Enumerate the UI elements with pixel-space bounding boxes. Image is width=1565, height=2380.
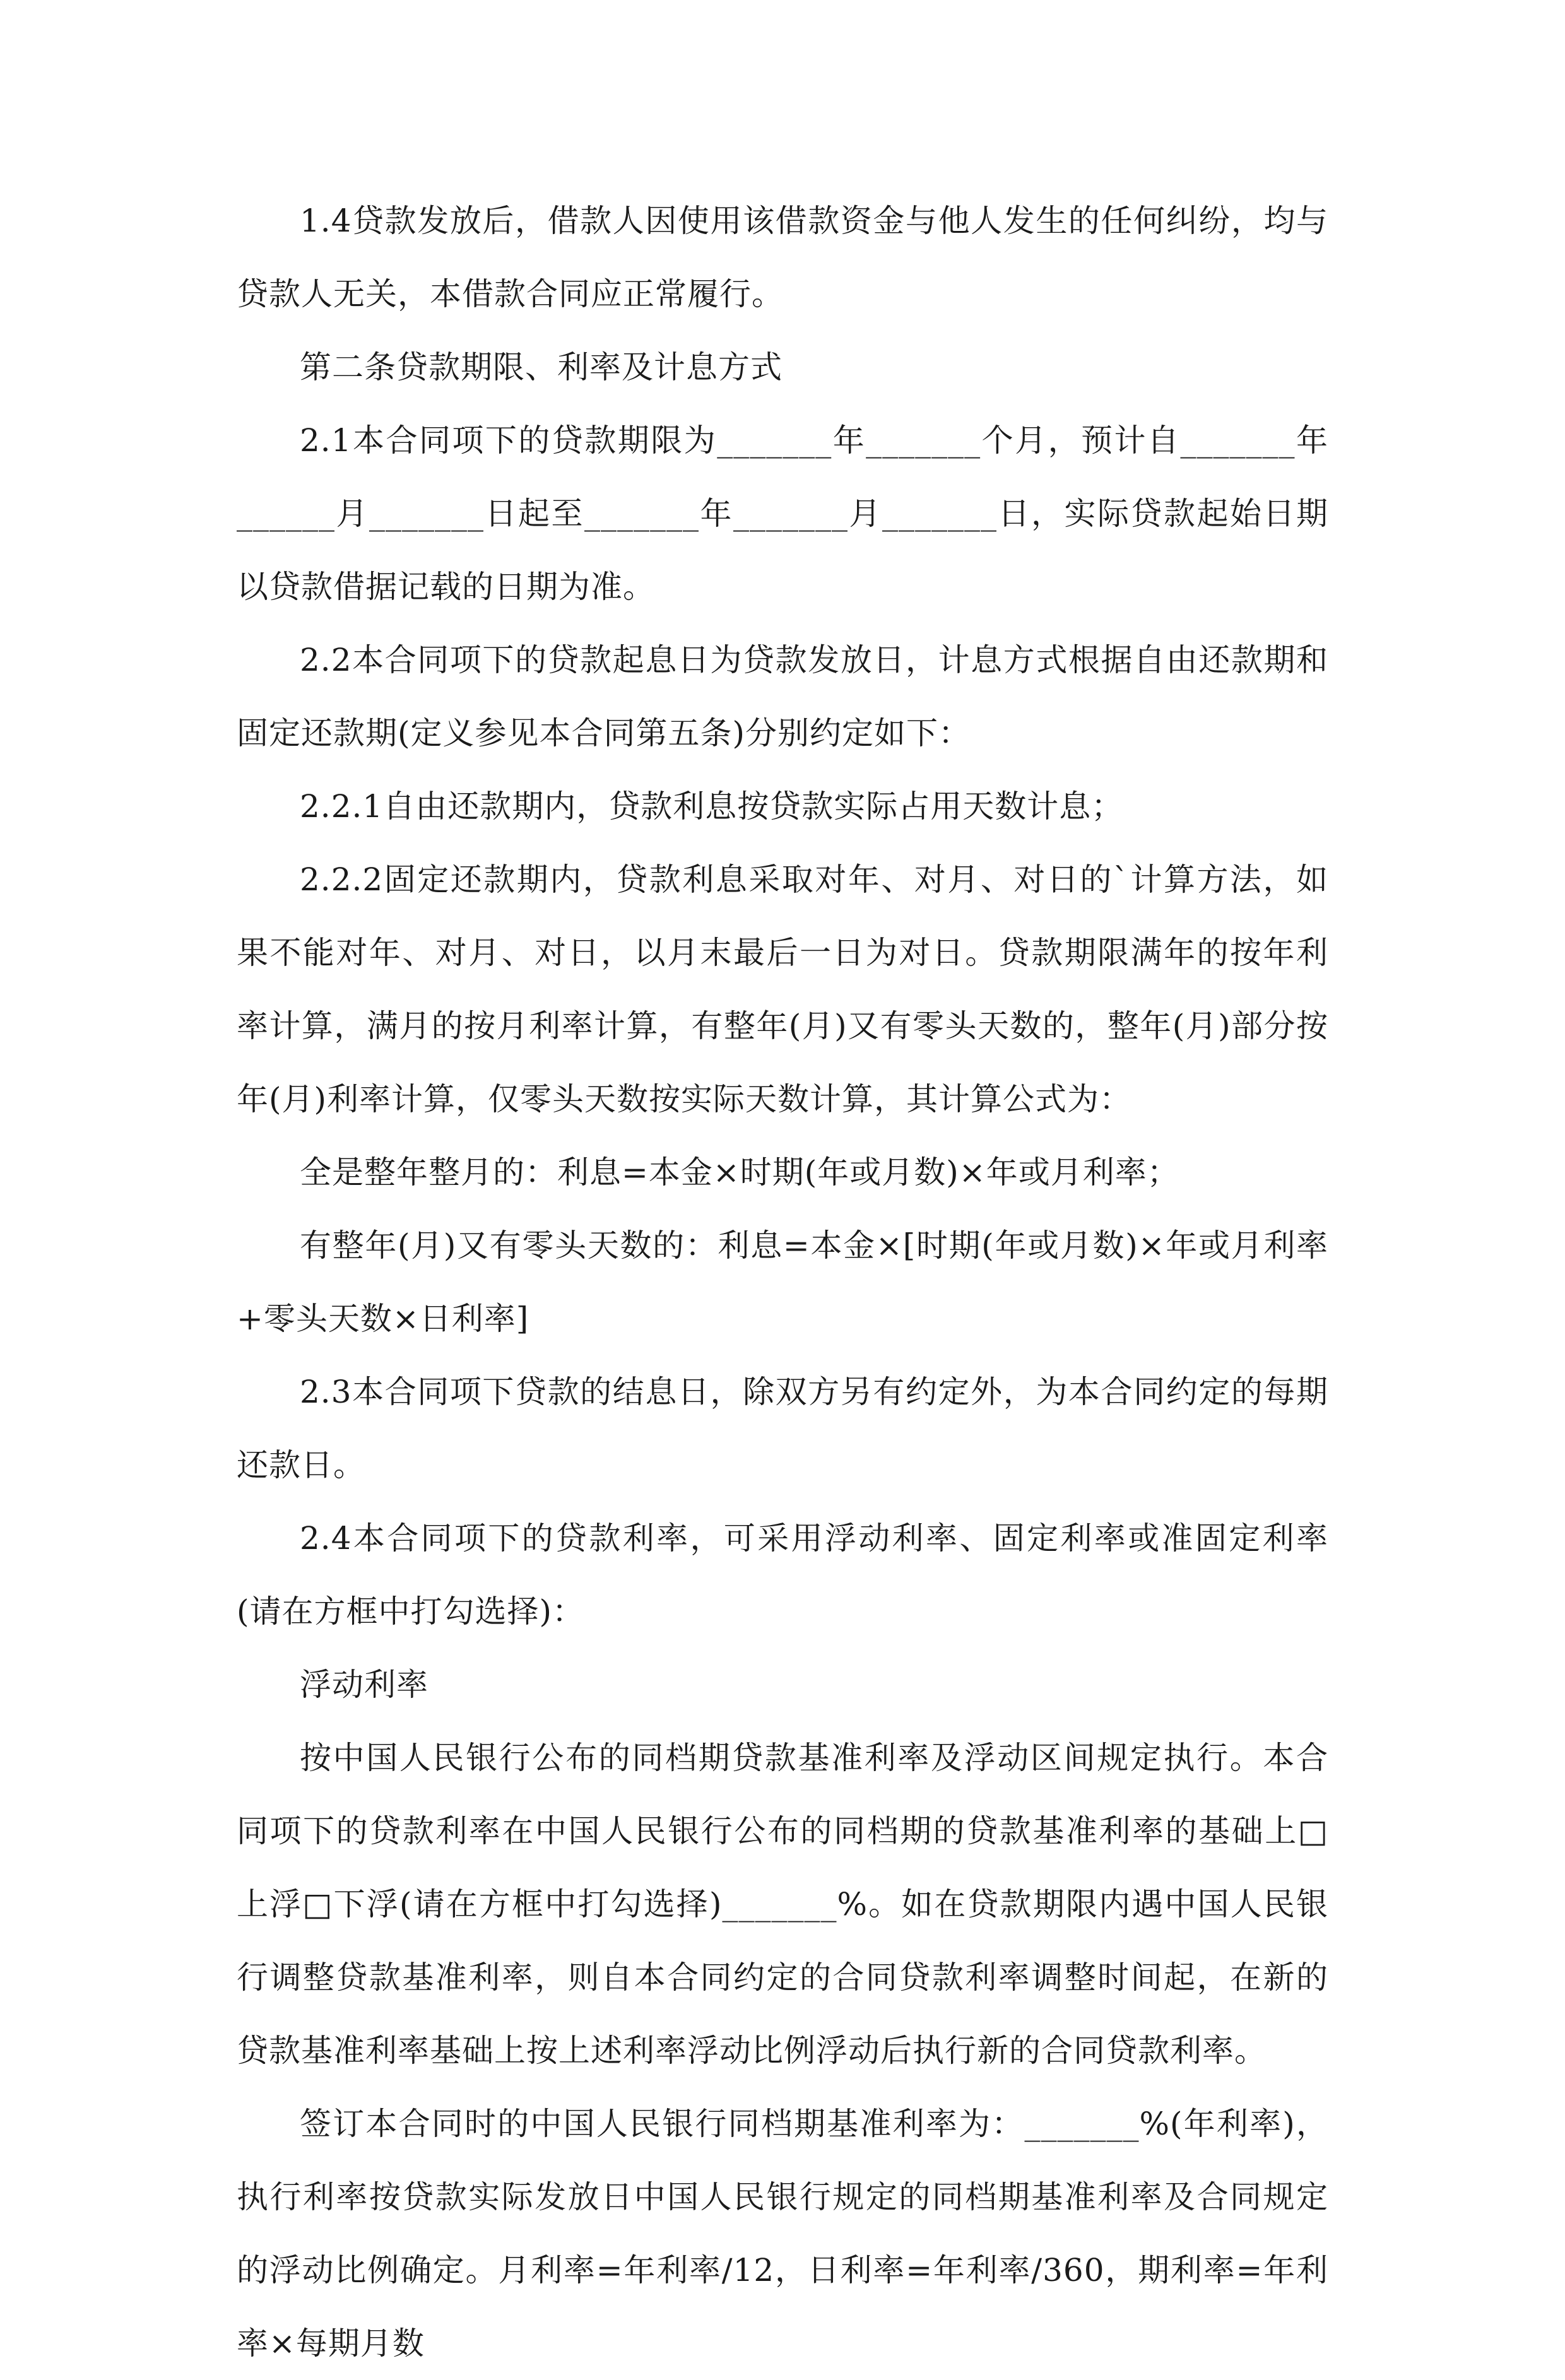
- subheading-floating-rate: 浮动利率: [300, 1666, 428, 1703]
- paragraph-2-2-interest-start: 2.2本合同项下的贷款起息日为贷款发放日，计息方式根据自由还款期和固定还款期(定义参见本合同第五条)分别约定如下：: [237, 642, 1328, 751]
- paragraph-2-4-rate-options: 2.4本合同项下的贷款利率，可采用浮动利率、固定利率或准固定利率(请在方框中打勾选择)：: [237, 1520, 1328, 1630]
- paragraph-2-2-1-free-repayment: 2.2.1自由还款期内，贷款利息按贷款实际占用天数计息；: [300, 788, 1124, 825]
- formula-with-odd-days: 有整年(月)又有零头天数的：利息=本金×[时期(年或月数)×年或月利率+零头天数×日利率]: [237, 1227, 1328, 1337]
- paragraph-benchmark-rate: 签订本合同时的中国人民银行同档期基准利率为：_______%(年利率)，执行利率按贷款实际发放日中国人民银行规定的同档期基准利率及合同规定的浮动比例确定。月利率=年利率/12，日利率=年利率/360，期利率=年利率×每期月数: [237, 2106, 1328, 2362]
- paragraph-floating-rate-rules: 按中国人民银行公布的同档期贷款基准利率及浮动区间规定执行。本合同项下的贷款利率在中国人民银行公布的同档期的贷款基准利率的基础上□上浮□下浮(请在方框中打勾选择)_______%。如在贷款期限内遇中国人民银行调整贷款基准利率，则自本合同约定的合同贷款利率调整时间起，在新的贷款基准利率基础上按上述利率浮动比例浮动后执行新的合同贷款利率。: [237, 1740, 1328, 2069]
- paragraph-2-3-settlement-date: 2.3本合同项下贷款的结息日，除双方另有约定外，为本合同约定的每期还款日。: [237, 1374, 1328, 1483]
- paragraph-1-4-disputes: 1.4贷款发放后，借款人因使用该借款资金与他人发生的任何纠纷，均与贷款人无关，本借款合同应正常履行。: [237, 203, 1328, 312]
- document-body: [237, 184, 1328, 2380]
- section-heading-article-2: 第二条贷款期限、利率及计息方式: [300, 349, 783, 386]
- paragraph-2-2-2-fixed-repayment: 2.2.2固定还款期内，贷款利息采取对年、对月、对日的`计算方法，如果不能对年、对月、对日，以月末最后一日为对日。贷款期限满年的按年利率计算，满月的按月利率计算，有整年(月)又有零头天数的，整年(月)部分按年(月)利率计算，仅零头天数按实际天数计算，其计算公式为：: [237, 861, 1328, 1117]
- paragraph-2-1-loan-term: 2.1本合同项下的贷款期限为_______年_______个月，预计自_______年______月_______日起至_______年_______月_______日，实际贷款起始日期以贷款借据记载的日期为准。: [237, 422, 1328, 605]
- formula-whole-year-month: 全是整年整月的：利息=本金×时期(年或月数)×年或月利率；: [300, 1154, 1179, 1191]
